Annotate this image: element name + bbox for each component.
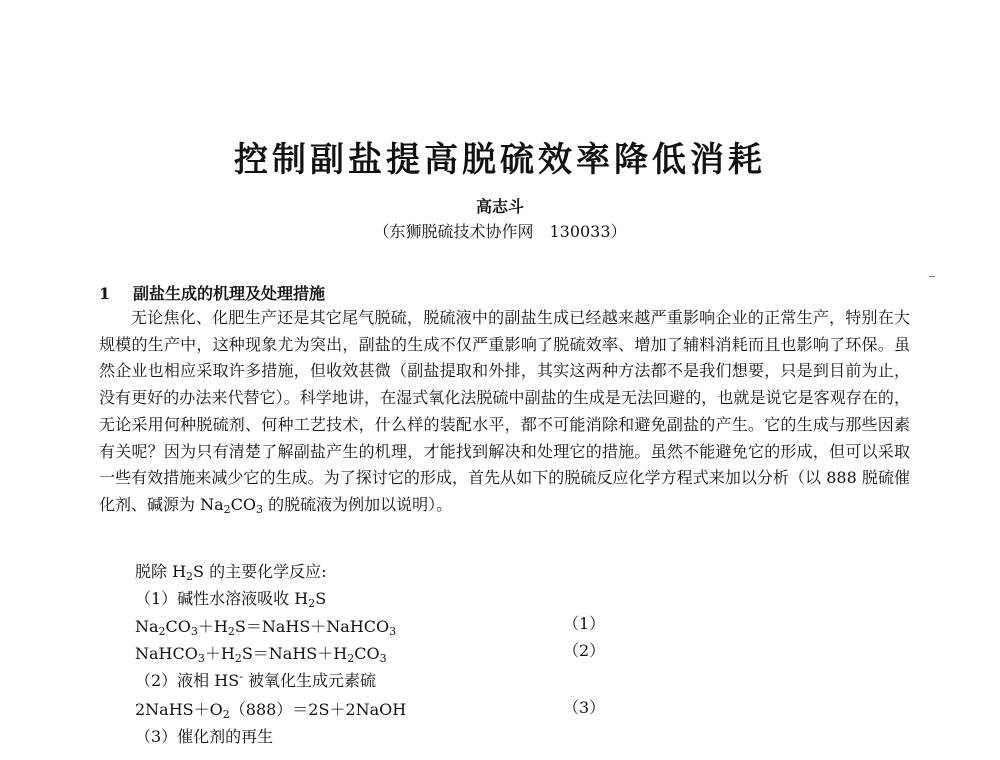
body-text [99,305,910,519]
margin-mark [929,276,935,277]
section-number: 1 [99,284,111,303]
step-3-heading: （3）催化剂的再生 [135,727,274,746]
equation-3: $2NaHS+O_2(888)=2S+2NaOH$ [135,700,407,721]
main-reaction-label: 脱除 $H_2S$ 的主要化学反应: [135,562,327,583]
equation-1-number: （1） [563,614,606,633]
section-title: 副盐生成的机理及处理措施 [133,284,326,303]
equation-3-number: （3） [563,698,606,717]
section-heading [99,283,325,305]
equation-1: $Na_2CO_3+H_2S=NaHS+NaHCO_3$ [135,617,397,638]
equation-2-number: （2） [563,641,606,660]
paragraph: 无论焦化、化肥生产还是其它尾气脱硫，脱硫液中的副盐生成已经越来越严重影响企业的正常生产，特别在大规模的生产中，这种现象尤为突出，副盐的生成不仅严重影响了脱硫效率、增加了辅料消耗而且也影响了环保。虽然企业也相应采取许多措施，但收效甚微（副盐提取和外排，其实这两种方法都不是我们想要，只是到目前为止，没有更好的办法来代替它）。科学地讲，在湿式氧化法脱硫中副盐的生成是无法回避的，也就是说它是客观存在的，无论采用何种脱硫剂、何种工艺技术，什么样的装配水平，都不可能消除和避免副盐的产生。它的生成与那些因素有关呢？因为只有清楚了解副盐产生的机理，才能找到解决和处理它的措施。虽然不能避免它的形成，但可以采取一些有效措施来减少它的生成。为了探讨它的形成，首先从如下的脱硫反应化学方程式来加以分析（以 888 脱硫催化剂、碱源为 $Na_2CO_3$ 的脱硫液为例加以说明）。 [99,308,910,516]
paper-title: 控制副盐提高脱硫效率降低消耗 [234,140,766,180]
step-2-heading: （2）液相 HS- 被氧化生成元素硫 [135,670,376,690]
step-1-heading: （1）碱性水溶液吸收 $H_2S$ [135,589,327,610]
author-name: 高志斗 [475,197,524,216]
author-affiliation: （东狮脱硫技术协作网 130033） [373,222,627,241]
equation-2: $NaHCO_3+H_2S=NaHS+H_2CO_3$ [135,644,387,665]
